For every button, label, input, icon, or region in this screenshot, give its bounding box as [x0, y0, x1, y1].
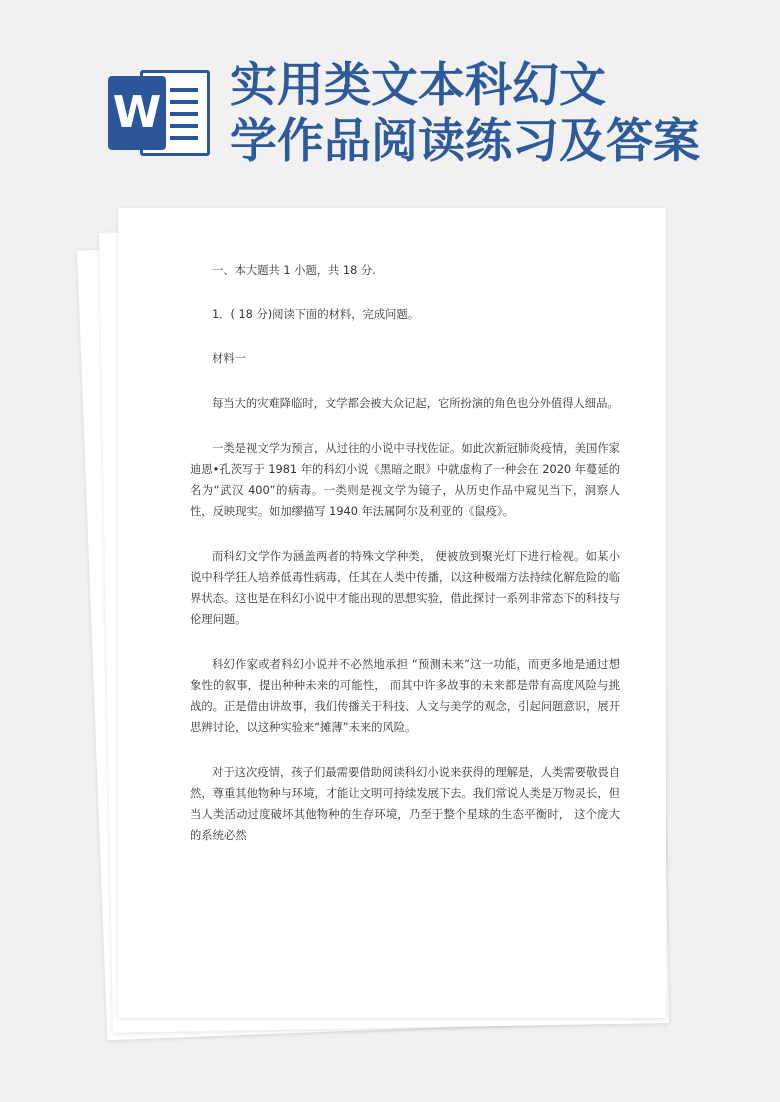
paragraph: 科幻作家或者科幻小说并不必然地承担 “预测未来”这一功能，而更多地是通过想象性的叙事，提出种种未来的可能性， 而其中许多故事的未来都是带有高度风险与挑战的。正是借由讲故事，我们传播关于科技、人文与美学的观念，引起问题意识，展开思辨讨论，以这种实验来“摊薄”未来的风险。: [190, 658, 620, 734]
page-title: [230, 58, 775, 170]
document-body: [190, 260, 620, 846]
title-line-1: 实用类文本科幻文: [230, 58, 606, 113]
paragraph: 而科幻文学作为涵盖两者的特殊文学种类， 便被放到聚光灯下进行检视。如某小说中科学狂人培养低毒性病毒，任其在人类中传播，以这种极端方法持续化解危险的临界状态。这也是在科幻小说中才能出现的思想实验，借此探讨一系列非常态下的科技与伦理问题。: [190, 550, 620, 626]
paragraph: 每当大的灾难降临时，文学都会被大众记起，它所扮演的角色也分外值得人细品。: [212, 397, 619, 410]
text-line-icon: [170, 112, 198, 116]
paragraph: 一类是视文学为预言，从过往的小说中寻找佐证。如此次新冠肺炎疫情，美国作家迪恩•孔茨写于 1981 年的科幻小说《黑暗之眼》中就虚构了一种会在 2020 年蔓延的名为“武汉 400”的病毒。一类则是视文学为镜子，从历史作品中窥见当下，洞察人性，反映现实。如加缪描写 1940 年法属阿尔及利亚的《鼠疫》。: [190, 442, 620, 518]
section-heading: 一、本大题共 1 小题，共 18 分.: [212, 264, 376, 277]
paragraph: 对于这次疫情，孩子们最需要借助阅读科幻小说来获得的理解是，人类需要敬畏自然，尊重其他物种与环境，才能让文明可持续发展下去。我们常说人类是万物灵长，但当人类活动过度破坏其他物种的生存环境，乃至于整个星球的生态平衡时， 这个庞大的系统必然: [190, 766, 620, 842]
word-letter-badge: W: [108, 76, 166, 150]
title-line-2: 学作品阅读练习及答案: [230, 114, 700, 169]
text-line-icon: [170, 136, 198, 140]
material-label: 材料一: [212, 352, 246, 365]
word-logo-icon: [108, 66, 210, 158]
text-line-icon: [170, 88, 198, 92]
text-line-icon: [170, 124, 198, 128]
question-text: 1．( 18 分)阅读下面的材料，完成问题。: [212, 308, 420, 321]
text-line-icon: [170, 100, 198, 104]
